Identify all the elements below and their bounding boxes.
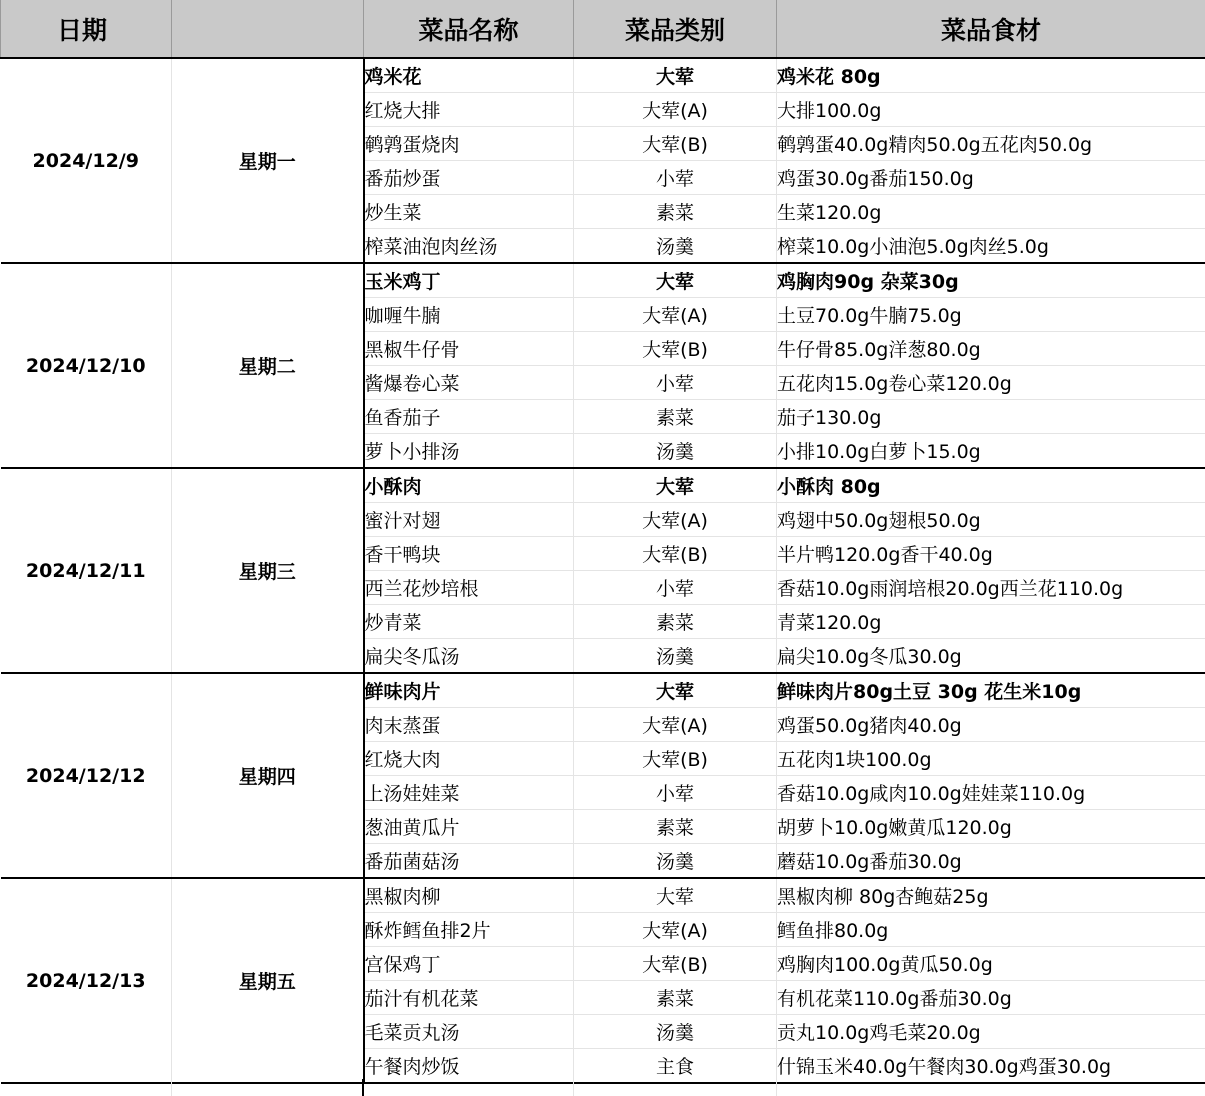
ingredients-cell[interactable]: 鸡胸肉100.0g黄瓜50.0g bbox=[777, 947, 1205, 981]
dish-name-cell[interactable]: 宫保鸡丁 bbox=[364, 947, 574, 981]
dish-category-cell[interactable]: 汤羹 bbox=[574, 639, 777, 674]
dish-category-cell[interactable]: 大荤(A) bbox=[574, 298, 777, 332]
dish-category-cell[interactable]: 大荤 bbox=[574, 878, 777, 913]
weekday-cell[interactable]: 星期一 bbox=[172, 58, 364, 263]
dish-name-cell[interactable]: 咖喱牛腩 bbox=[364, 298, 574, 332]
ingredients-cell[interactable]: 五花肉1块100.0g bbox=[777, 742, 1205, 776]
date-cell[interactable]: 2024/12/12 bbox=[1, 673, 172, 878]
dish-category-cell[interactable]: 小荤 bbox=[574, 571, 777, 605]
dish-name-cell[interactable]: 蜜汁对翅 bbox=[364, 503, 574, 537]
header-weekday[interactable] bbox=[172, 0, 364, 58]
date-cell[interactable]: 2024/12/11 bbox=[1, 468, 172, 673]
ingredients-cell[interactable]: 鲜味肉片80g土豆 30g 花生米10g bbox=[777, 673, 1205, 708]
gridline bbox=[573, 1079, 574, 1096]
dish-name-cell[interactable]: 榨菜油泡肉丝汤 bbox=[364, 229, 574, 264]
ingredients-cell[interactable]: 蘑菇10.0g番茄30.0g bbox=[777, 844, 1205, 879]
ingredients-cell[interactable]: 扁尖10.0g冬瓜30.0g bbox=[777, 639, 1205, 674]
ingredients-cell[interactable]: 榨菜10.0g小油泡5.0g肉丝5.0g bbox=[777, 229, 1205, 264]
ingredients-cell[interactable]: 香菇10.0g雨润培根20.0g西兰花110.0g bbox=[777, 571, 1205, 605]
dish-category-cell[interactable]: 小荤 bbox=[574, 776, 777, 810]
dish-name-cell[interactable]: 玉米鸡丁 bbox=[364, 263, 574, 298]
dish-name-cell[interactable]: 上汤娃娃菜 bbox=[364, 776, 574, 810]
dish-row bbox=[1, 468, 1205, 503]
ingredients-cell[interactable]: 鹌鹑蛋40.0g精肉50.0g五花肉50.0g bbox=[777, 127, 1205, 161]
dish-category-cell[interactable]: 小荤 bbox=[574, 161, 777, 195]
gridline bbox=[776, 1079, 777, 1096]
dish-name-cell[interactable]: 小酥肉 bbox=[364, 468, 574, 503]
ingredients-cell[interactable]: 生菜120.0g bbox=[777, 195, 1205, 229]
ingredients-cell[interactable]: 鸡蛋50.0g猪肉40.0g bbox=[777, 708, 1205, 742]
dish-category-cell[interactable]: 汤羹 bbox=[574, 434, 777, 469]
ingredients-cell[interactable]: 土豆70.0g牛腩75.0g bbox=[777, 298, 1205, 332]
dish-category-cell[interactable]: 大荤(B) bbox=[574, 537, 777, 571]
ingredients-cell[interactable]: 贡丸10.0g鸡毛菜20.0g bbox=[777, 1015, 1205, 1049]
weekday-cell[interactable]: 星期四 bbox=[172, 673, 364, 878]
weekday-cell[interactable]: 星期二 bbox=[172, 263, 364, 468]
ingredients-cell[interactable]: 小排10.0g白萝卜15.0g bbox=[777, 434, 1205, 469]
dish-name-cell[interactable]: 肉末蒸蛋 bbox=[364, 708, 574, 742]
ingredients-cell[interactable]: 五花肉15.0g卷心菜120.0g bbox=[777, 366, 1205, 400]
header-date[interactable]: 日期 bbox=[1, 0, 172, 58]
dish-category-cell[interactable]: 大荤(B) bbox=[574, 947, 777, 981]
gridline bbox=[171, 1079, 172, 1096]
dish-name-cell[interactable]: 鹌鹑蛋烧肉 bbox=[364, 127, 574, 161]
dish-category-cell[interactable]: 主食 bbox=[574, 1049, 777, 1084]
dish-name-cell[interactable]: 香干鸭块 bbox=[364, 537, 574, 571]
dish-category-cell[interactable]: 素菜 bbox=[574, 981, 777, 1015]
dish-category-cell[interactable]: 大荤(A) bbox=[574, 708, 777, 742]
ingredients-cell[interactable]: 黑椒肉柳 80g杏鲍菇25g bbox=[777, 878, 1205, 913]
dish-name-cell[interactable]: 扁尖冬瓜汤 bbox=[364, 639, 574, 674]
header-dish-category[interactable]: 菜品类别 bbox=[574, 0, 777, 58]
ingredients-cell[interactable]: 鸡翅中50.0g翅根50.0g bbox=[777, 503, 1205, 537]
dish-name-cell[interactable]: 酱爆卷心菜 bbox=[364, 366, 574, 400]
empty-row-gridlines bbox=[0, 1079, 1205, 1096]
date-cell[interactable]: 2024/12/9 bbox=[1, 58, 172, 263]
ingredients-cell[interactable]: 大排100.0g bbox=[777, 93, 1205, 127]
weekday-cell[interactable]: 星期五 bbox=[172, 878, 364, 1083]
dish-name-cell[interactable]: 黑椒牛仔骨 bbox=[364, 332, 574, 366]
dish-name-cell[interactable]: 西兰花炒培根 bbox=[364, 571, 574, 605]
header-dish-name[interactable]: 菜品名称 bbox=[364, 0, 574, 58]
menu-body bbox=[1, 58, 1205, 1083]
dish-row bbox=[1, 58, 1205, 93]
ingredients-cell[interactable]: 牛仔骨85.0g洋葱80.0g bbox=[777, 332, 1205, 366]
date-cell[interactable]: 2024/12/10 bbox=[1, 263, 172, 468]
ingredients-cell[interactable]: 鳕鱼排80.0g bbox=[777, 913, 1205, 947]
dish-category-cell[interactable]: 素菜 bbox=[574, 195, 777, 229]
dish-row bbox=[1, 878, 1205, 913]
dish-name-cell[interactable]: 炒青菜 bbox=[364, 605, 574, 639]
dish-name-cell[interactable]: 茄汁有机花菜 bbox=[364, 981, 574, 1015]
ingredients-cell[interactable]: 鸡米花 80g bbox=[777, 58, 1205, 93]
dish-name-cell[interactable]: 葱油黄瓜片 bbox=[364, 810, 574, 844]
dish-name-cell[interactable]: 鱼香茄子 bbox=[364, 400, 574, 434]
weekday-cell[interactable]: 星期三 bbox=[172, 468, 364, 673]
dish-row bbox=[1, 263, 1205, 298]
dish-name-cell[interactable]: 炒生菜 bbox=[364, 195, 574, 229]
dish-category-cell[interactable]: 大荤(A) bbox=[574, 913, 777, 947]
ingredients-cell[interactable]: 半片鸭120.0g香干40.0g bbox=[777, 537, 1205, 571]
ingredients-cell[interactable]: 鸡胸肉90g 杂菜30g bbox=[777, 263, 1205, 298]
dish-category-cell[interactable]: 小荤 bbox=[574, 366, 777, 400]
ingredients-cell[interactable]: 香菇10.0g咸肉10.0g娃娃菜110.0g bbox=[777, 776, 1205, 810]
ingredients-cell[interactable]: 茄子130.0g bbox=[777, 400, 1205, 434]
ingredients-cell[interactable]: 有机花菜110.0g番茄30.0g bbox=[777, 981, 1205, 1015]
gridline bbox=[362, 1079, 364, 1096]
ingredients-cell[interactable]: 小酥肉 80g bbox=[777, 468, 1205, 503]
dish-category-cell[interactable]: 大荤 bbox=[574, 58, 777, 93]
dish-name-cell[interactable]: 午餐肉炒饭 bbox=[364, 1049, 574, 1084]
dish-category-cell[interactable]: 素菜 bbox=[574, 400, 777, 434]
dish-category-cell[interactable]: 汤羹 bbox=[574, 844, 777, 879]
dish-category-cell[interactable]: 汤羹 bbox=[574, 229, 777, 264]
dish-name-cell[interactable]: 红烧大肉 bbox=[364, 742, 574, 776]
dish-category-cell[interactable]: 大荤(A) bbox=[574, 93, 777, 127]
dish-category-cell[interactable]: 大荤(B) bbox=[574, 127, 777, 161]
dish-category-cell[interactable]: 大荤(B) bbox=[574, 332, 777, 366]
dish-name-cell[interactable]: 红烧大排 bbox=[364, 93, 574, 127]
ingredients-cell[interactable]: 青菜120.0g bbox=[777, 605, 1205, 639]
ingredients-cell[interactable]: 鸡蛋30.0g番茄150.0g bbox=[777, 161, 1205, 195]
dish-category-cell[interactable]: 大荤 bbox=[574, 263, 777, 298]
dish-name-cell[interactable]: 番茄菌菇汤 bbox=[364, 844, 574, 879]
dish-category-cell[interactable]: 汤羹 bbox=[574, 1015, 777, 1049]
ingredients-cell[interactable]: 胡萝卜10.0g嫩黄瓜120.0g bbox=[777, 810, 1205, 844]
dish-category-cell[interactable]: 大荤 bbox=[574, 673, 777, 708]
dish-name-cell[interactable]: 酥炸鳕鱼排2片 bbox=[364, 913, 574, 947]
dish-name-cell[interactable]: 番茄炒蛋 bbox=[364, 161, 574, 195]
dish-category-cell[interactable]: 大荤(B) bbox=[574, 742, 777, 776]
date-cell[interactable]: 2024/12/13 bbox=[1, 878, 172, 1083]
header-row bbox=[1, 0, 1205, 58]
ingredients-cell[interactable]: 什锦玉米40.0g午餐肉30.0g鸡蛋30.0g bbox=[777, 1049, 1205, 1084]
dish-name-cell[interactable]: 鸡米花 bbox=[364, 58, 574, 93]
dish-name-cell[interactable]: 黑椒肉柳 bbox=[364, 878, 574, 913]
dish-category-cell[interactable]: 大荤(A) bbox=[574, 503, 777, 537]
dish-name-cell[interactable]: 萝卜小排汤 bbox=[364, 434, 574, 469]
dish-category-cell[interactable]: 素菜 bbox=[574, 810, 777, 844]
dish-name-cell[interactable]: 鲜味肉片 bbox=[364, 673, 574, 708]
dish-name-cell[interactable]: 毛菜贡丸汤 bbox=[364, 1015, 574, 1049]
header-ingredients[interactable]: 菜品食材 bbox=[777, 0, 1205, 58]
dish-category-cell[interactable]: 素菜 bbox=[574, 605, 777, 639]
dish-category-cell[interactable]: 大荤 bbox=[574, 468, 777, 503]
dish-row bbox=[1, 673, 1205, 708]
